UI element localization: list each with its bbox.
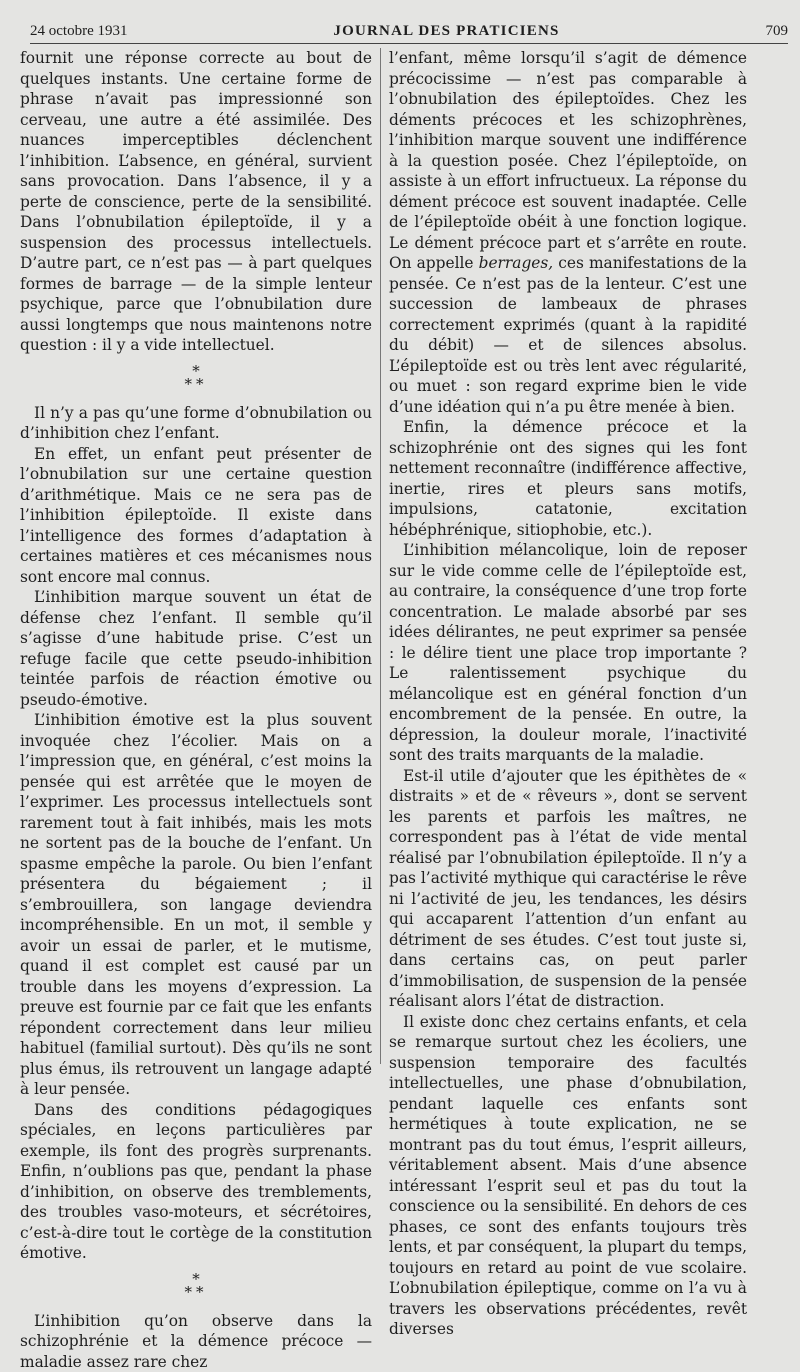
paragraph: En effet, un enfant peut présenter de l’obnubilation sur une certaine question d’arithmétique. Mais ce ne sera pas de l’inhibition épileptoïde. Il existe dans l’intelligence des formes d’adaptation à certaines matières et ces mécanismes nous sont encore mal connus. (20, 444, 372, 588)
separator-star: * (20, 1273, 372, 1286)
paragraph (389, 48, 747, 417)
paragraph: Enfin, la démence précoce et la schizophrénie ont des signes qui les font nettement reconnaître (indifférence affective, inertie, rires et pleurs sans motifs, impulsions, catatonie, excitation hébéphrénique, sitiophobie, etc.). (389, 417, 747, 540)
column-divider (380, 48, 381, 1064)
journal-title: JOURNAL DES PRATICIENS (333, 23, 559, 40)
paragraph: fournit une réponse correcte au bout de quelques instants. Une certaine forme de phrase n’avait pas impressionné son cerveau, une autre a été assimilée. Des nuances imperceptibles déclenchent l’inhibition. L’absence, en général, survient sans provocation. Dans l’absence, il y a perte de conscience, perte de la sensibilité. Dans l’obnubilation épileptoïde, il y a suspension des processus intellectuels. D’autre part, ce n’est pas — à part quelques formes de barrage — de la simple lenteur psychique, parce que l’obnubilation dure aussi longtemps que nous maintenons notre question : il y a vide intellectuel. (20, 48, 372, 356)
page-header (30, 14, 788, 40)
paragraph: Il n’y a pas qu’une forme d’obnubilation ou d’inhibition chez l’enfant. (20, 403, 372, 444)
separator-star: * (185, 1283, 197, 1301)
paragraph: L’inhibition émotive est la plus souvent invoquée chez l’écolier. Mais on a l’impression que, en général, c’est moins la pensée qui est arrêtée que le moyen de l’exprimer. Les processus intellectuels sont rarement tout à fait inhibés, mais les mots ne sortent pas de la bouche de l’enfant. Un spasme empêche la parole. Ou bien l’enfant présentera du bégaiement ; il s’embrouillera, son langage deviendra incompréhensible. En un mot, il semble y avoir un essai de parler, et le mutisme, quand il est complet est causé par un trouble dans les moyens d’expression. La preuve est fournie par ce fait que les enfants répondent correctement dans leur milieu habituel (familial surtout). Dès qu’ils ne sont plus émus, ils retrouvent un langage adapté à leur pensée. (20, 710, 372, 1100)
separator-star: * (20, 365, 372, 378)
separator-star: * (196, 375, 208, 393)
emphasized-term: berrages, (479, 254, 554, 272)
right-column (389, 48, 747, 1064)
paragraph: L’inhibition marque souvent un état de défense chez l’enfant. Il semble qu’il s’agisse d’une habitude prise. C’est un refuge facile que cette pseudo-inhibition teintée parfois de réaction émotive ou pseudo-émotive. (20, 587, 372, 710)
paragraph-text: l’enfant, même lorsqu’il s’agit de démence précocissime — n’est pas comparable à l’obnubilation des épileptoïdes. Chez les déments précoces et les schizophrènes, l’inhibition marque souvent une indifférence à la question posée. Chez l’épileptoïde, on assiste à un effort infructueux. La réponse du dément précoce est souvent inadaptée. Celle de l’épileptoïde obéit à une fonction logique. Le dément précoce part et s’arrête en route. On appelle (389, 49, 747, 272)
section-separator (20, 1273, 372, 1299)
paragraph: Dans des conditions pédagogiques spéciales, en leçons particulières par exemple, ils font des progrès surprenants. Enfin, n’oublions pas que, pendant la phase d’inhibition, on observe des tremblements, des troubles vaso-moteurs, et sécrétoires, c’est-à-dire tout le cortège de la constitution émotive. (20, 1100, 372, 1264)
header-date: 24 octobre 1931 (30, 23, 127, 40)
separator-star: * (196, 1283, 208, 1301)
page-number: 709 (766, 23, 789, 40)
paragraph: L’inhibition qu’on observe dans la schizophrénie et la démence précoce — maladie assez rare chez (20, 1311, 372, 1372)
header-rule (30, 43, 788, 44)
section-separator (20, 365, 372, 391)
separator-stars-pair (20, 1286, 372, 1299)
paragraph: Est-il utile d’ajouter que les épithètes de « distraits » et de « rêveurs », dont se servent les parents et parfois les maîtres, ne correspondent pas à l’état de vide mental réalisé par l’obnubilation épileptoïde. Il n’y a pas l’activité mythique qui caractérise le rêve ni l’activité de jeu, les tendances, les désirs qui accaparent l’attention d’un enfant au détriment de ses études. C’est tout juste si, dans certains cas, on peut parler d’immobilisation, de suspension de la pensée réalisant alors l’état de distraction. (389, 766, 747, 1012)
paragraph: Il existe donc chez certains enfants, et cela se remarque surtout chez les écoliers, une suspension temporaire des facultés intellectuelles, une phase d’obnubilation, pendant laquelle ces enfants sont hermétiques à toute explication, ne se montrant pas du tout émus, l’esprit ailleurs, véritablement absent. Mais d’une absence intéressant l’esprit seul et pas du tout la conscience ou la sensibilité. En dehors de ces phases, ce sont des enfants toujours très lents, et par conséquent, la plupart du temps, toujours en retard au point de vue scolaire. L’obnubilation épileptique, comme on l’a vu à travers les observations précédentes, revêt diverses (389, 1012, 747, 1340)
paragraph: L’inhibition mélancolique, loin de reposer sur le vide comme celle de l’épileptoïde est, au contraire, la conséquence d’une trop forte concentration. Le malade absorbé par ses idées délirantes, ne peut exprimer sa pensée : le délire tient une place trop importante ? Le ralentissement psychique du mélancolique est en général fonction d’un encombrement de la pensée. En outre, la dépression, la douleur morale, l’inactivité sont des traits marquants de la maladie. (389, 540, 747, 766)
separator-star: * (185, 375, 197, 393)
separator-stars-pair (20, 378, 372, 391)
paragraph-text: ces manifestations de la pensée. Ce n’est pas de la lenteur. C’est une succession de lambeaux de phrases correctement exprimés (quant à la rapidité du débit) — et de silences absolus. L’épileptoïde est ou très lent avec régularité, ou muet : son regard exprime bien le vide d’une idéation qui n’a pu être menée à bien. (389, 254, 747, 416)
left-column (20, 48, 372, 1064)
